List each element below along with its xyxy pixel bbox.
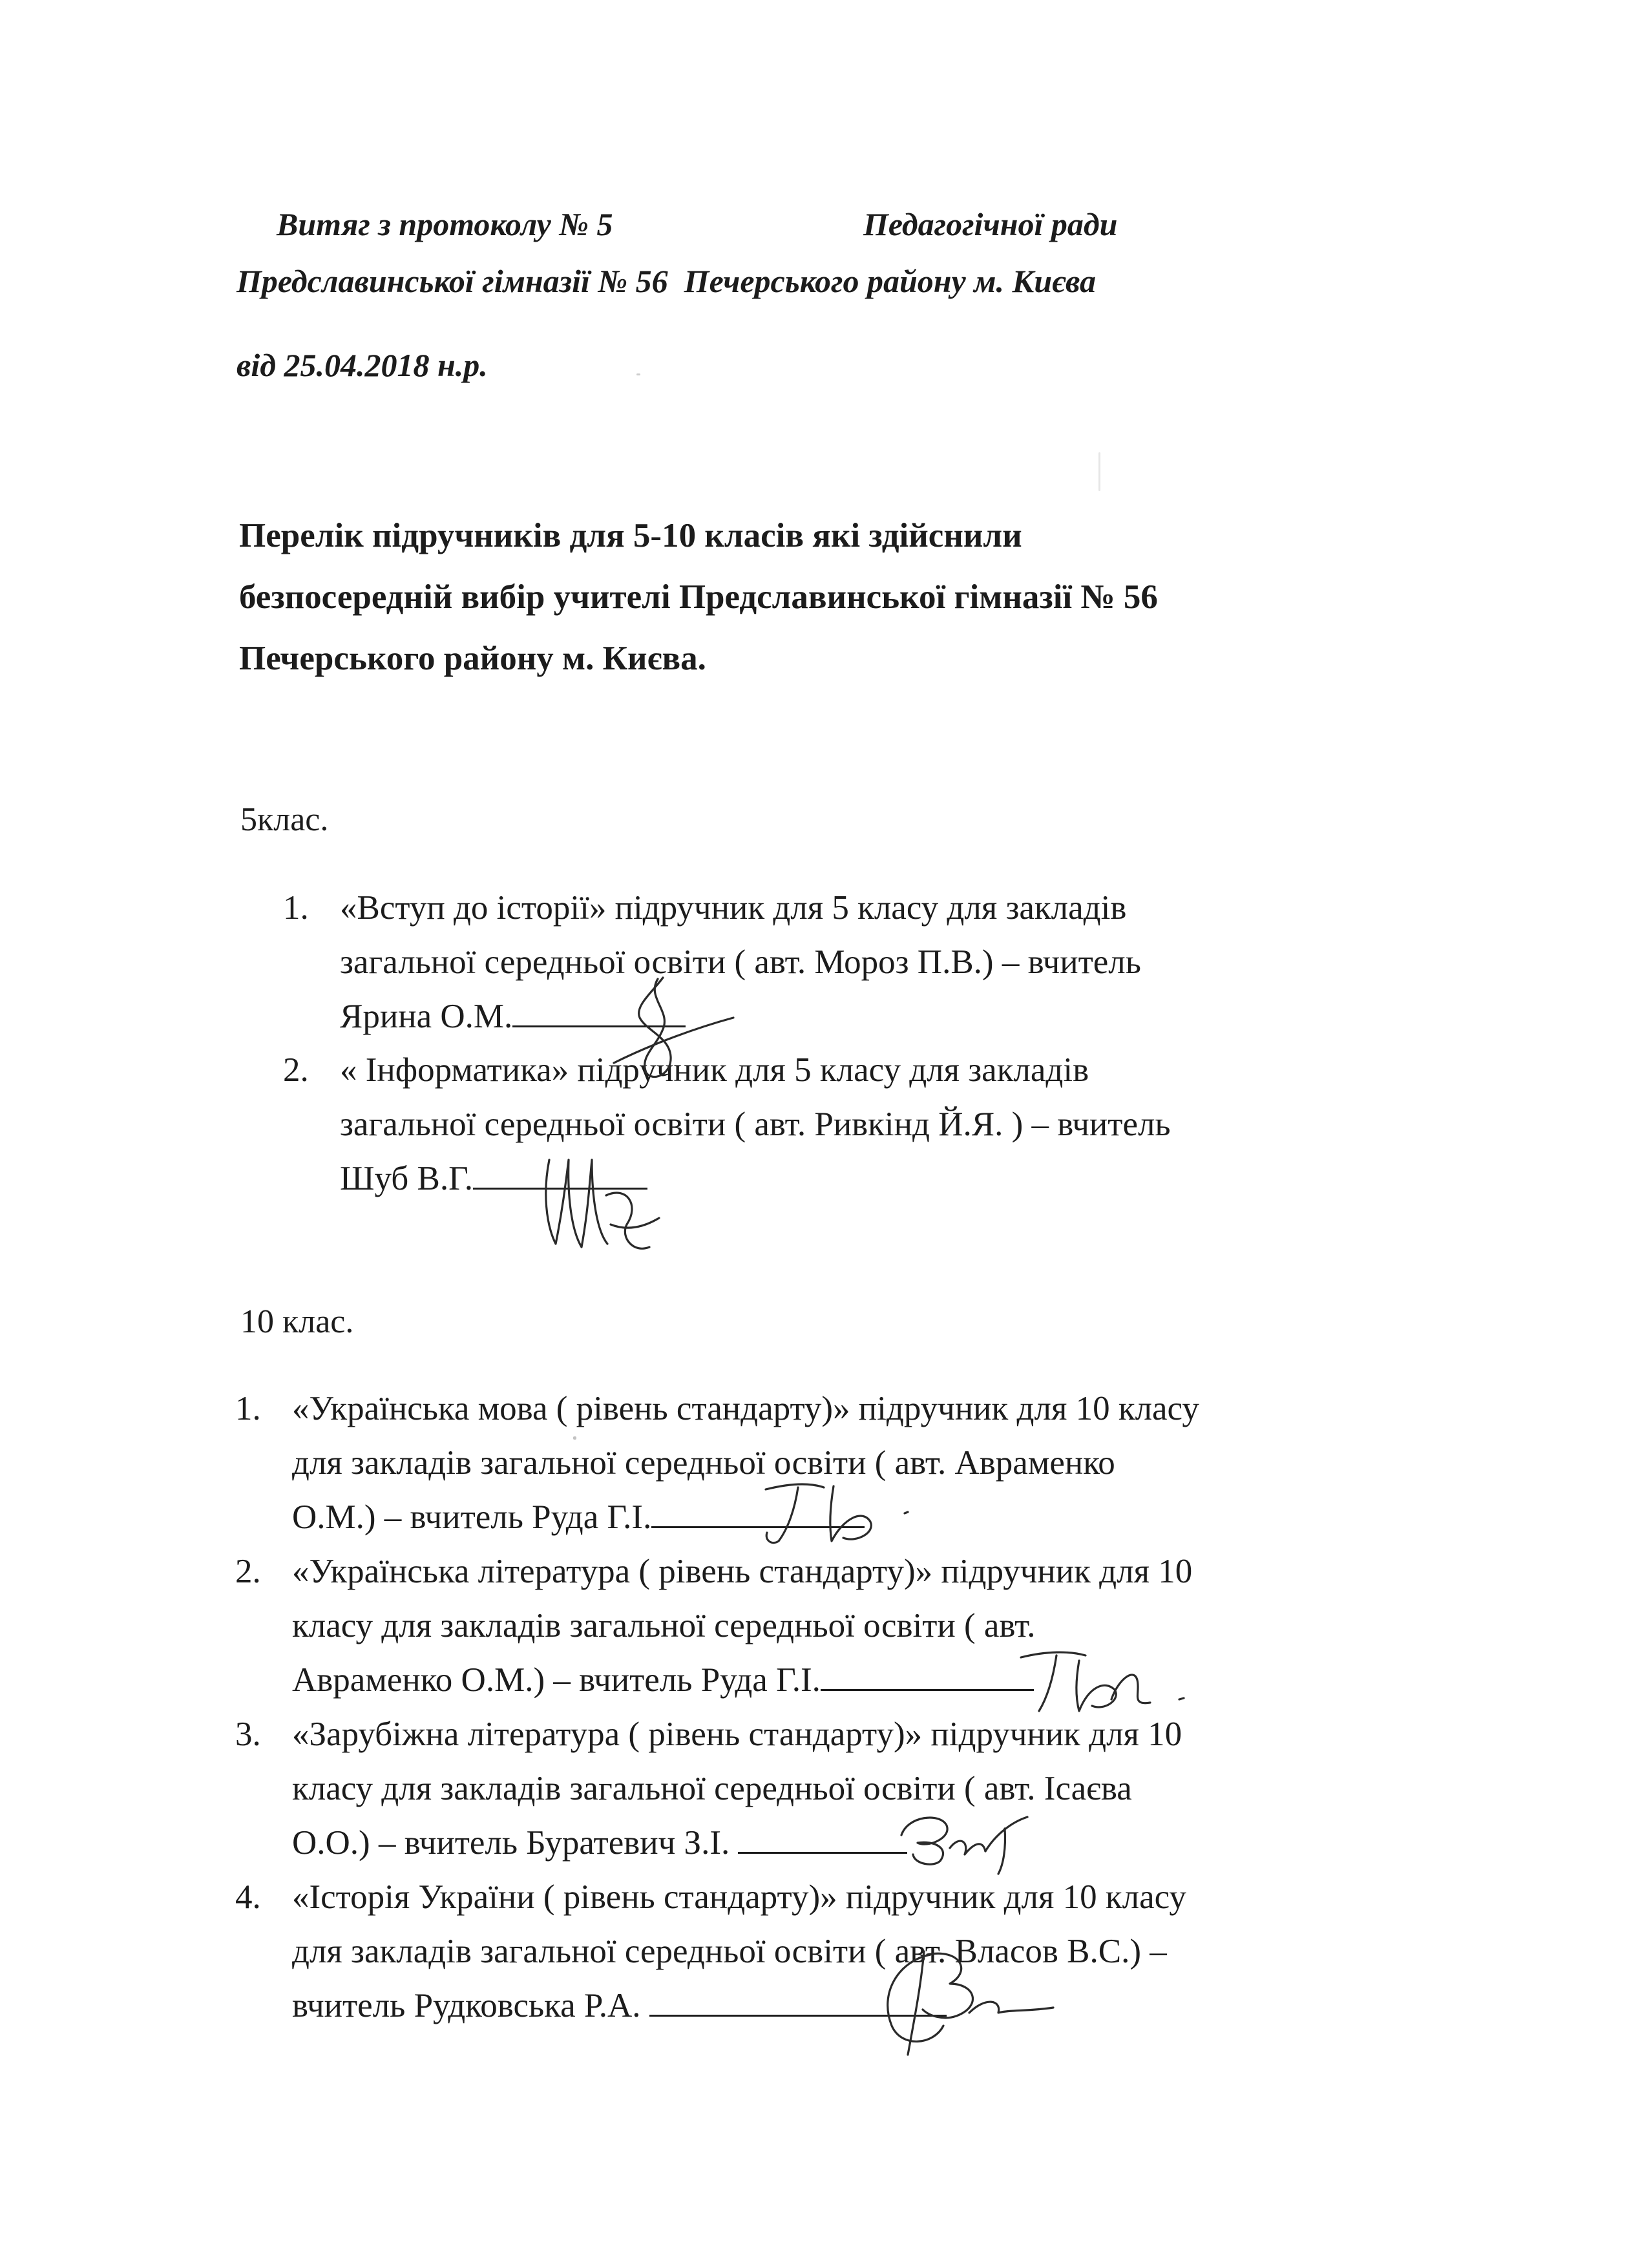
- list-item-text: для закладів загальної середньої освіти ( авт. Авраменко: [292, 1444, 1115, 1482]
- list-item-number: 2.: [235, 1553, 261, 1590]
- school-heading: Предславинської гімназії № 56 Печерського району м. Києва: [236, 263, 1096, 299]
- list-item-text: для закладів загальної середньої освіти ( авт. Власов В.С.) –: [292, 1933, 1167, 1970]
- list-item-text: «Вступ до історії» підручник для 5 класу для закладів: [340, 889, 1127, 927]
- list-item-text: класу для закладів загальної середньої освіти ( авт.: [292, 1607, 1036, 1644]
- section-heading-grade-10: 10 клас.: [240, 1303, 354, 1340]
- protocol-date: від 25.04.2018 н.р.: [236, 347, 488, 383]
- teacher-name: О.М.) – вчитель Руда Г.І.: [292, 1498, 652, 1536]
- teacher-name: Ярина О.М.: [340, 998, 513, 1035]
- protocol-extract-heading: Витяг з протоколу № 5: [277, 206, 613, 242]
- teacher-name: Шуб В.Г.: [340, 1160, 473, 1197]
- list-item-text: «Українська література ( рівень стандарту)» підручник для 10: [292, 1553, 1193, 1590]
- council-heading: Педагогічної ради: [863, 206, 1118, 242]
- list-item-number: 3.: [235, 1716, 261, 1753]
- scan-speck: [573, 1436, 576, 1440]
- teacher-name: Авраменко О.М.) – вчитель Руда Г.І.: [292, 1661, 821, 1699]
- teacher-name: О.О.) – вчитель Буратевич З.І.: [292, 1824, 739, 1862]
- document-title-line-2: безпосередній вибір учителі Предславинської гімназії № 56: [239, 578, 1158, 616]
- list-item-text: «Українська мова ( рівень стандарту)» підручник для 10 класу: [292, 1390, 1199, 1427]
- list-item-text: « Інформатика» підручник для 5 класу для закладів: [340, 1051, 1089, 1089]
- list-item-text: класу для закладів загальної середньої освіти ( авт. Ісаєва: [292, 1770, 1132, 1807]
- list-item-number: 1.: [235, 1390, 261, 1427]
- list-item-number: 2.: [283, 1051, 309, 1089]
- scan-speck: [1098, 452, 1100, 491]
- signature-ruda-2: [1008, 1641, 1202, 1725]
- signature-ruda-1: [753, 1473, 921, 1557]
- list-item: [283, 1043, 1171, 1206]
- signature-yaryna: [601, 966, 743, 1095]
- document-title-line-3: Печерського району м. Києва.: [239, 640, 706, 677]
- list-item-text: [292, 1490, 1199, 1544]
- list-item-text: загальної середньої освіти ( авт. Ривкінд Й.Я. ) – вчитель: [340, 1106, 1171, 1143]
- signature-line: [738, 1823, 907, 1854]
- section-heading-grade-5: 5клас.: [240, 801, 329, 838]
- signature-shub: [530, 1134, 672, 1270]
- list-item-number: 1.: [283, 889, 309, 927]
- signature-rudkovska: [846, 1935, 1066, 2064]
- scan-speck: [636, 373, 640, 375]
- signature-buratevych: [888, 1803, 1056, 1880]
- list-item-text: загальної середньої освіти ( авт. Мороз П.В.) – вчитель: [340, 943, 1141, 981]
- list-item-text: «Зарубіжна література ( рівень стандарту)» підручник для 10: [292, 1716, 1182, 1753]
- signature-line: [821, 1661, 1034, 1691]
- list-item: [235, 1381, 1199, 1544]
- document-title-line-1: Перелік підручників для 5-10 класів які здійснили: [239, 517, 1022, 554]
- list-item-text: [340, 1151, 1171, 1206]
- list-item-number: 4.: [235, 1878, 261, 1916]
- teacher-name: вчитель Рудковська Р.А.: [292, 1987, 649, 2024]
- list-item-text: «Історія України ( рівень стандарту)» підручник для 10 класу: [292, 1878, 1186, 1916]
